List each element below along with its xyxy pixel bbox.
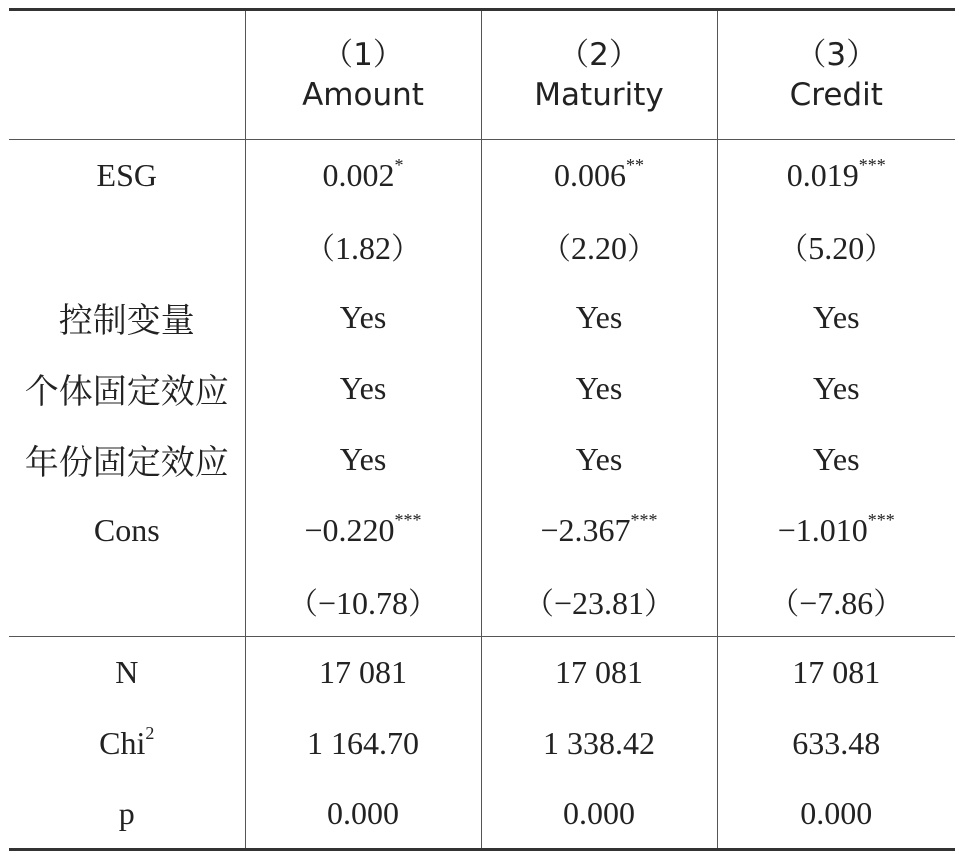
- table-row: [9, 708, 955, 779]
- table-cell: 0.000: [481, 779, 717, 850]
- coef-value: 0.006: [554, 156, 626, 193]
- table-cell: [481, 495, 717, 566]
- t-stat: 1.82: [335, 230, 391, 266]
- table-row: [9, 211, 955, 282]
- table-row: [9, 353, 955, 424]
- paren-open: （: [541, 232, 571, 267]
- t-stat: −10.78: [317, 584, 409, 621]
- row-label: 年份固定效应: [24, 442, 229, 483]
- table-cell: [481, 566, 717, 637]
- table-cell: Yes: [717, 353, 955, 424]
- header-row: [9, 10, 955, 140]
- paren-close: ）: [627, 232, 657, 267]
- statistics-section: [9, 637, 955, 850]
- coefficients-section: [9, 140, 955, 637]
- table-cell: 17 081: [717, 637, 955, 708]
- table-cell: Yes: [245, 424, 481, 495]
- paren-close: ）: [644, 586, 675, 622]
- paren-open: （: [778, 232, 809, 267]
- coef-value: 0.019: [786, 156, 859, 193]
- row-label: [9, 211, 245, 282]
- col-name: Amount: [302, 77, 424, 113]
- significance-stars: ***: [394, 509, 422, 530]
- row-label-superscript: 2: [145, 722, 155, 743]
- coef-value: −1.010: [777, 511, 868, 548]
- table-cell: [717, 211, 955, 282]
- t-stat: 2.20: [571, 230, 627, 266]
- significance-stars: ***: [630, 509, 658, 530]
- table-row: [9, 566, 955, 637]
- table-cell: 0.000: [717, 779, 955, 850]
- col-number: （3）: [795, 37, 878, 73]
- table-cell: 1 164.70: [245, 708, 481, 779]
- table-cell: Yes: [717, 282, 955, 353]
- table-row: [9, 779, 955, 850]
- table-cell: 1 338.42: [481, 708, 717, 779]
- coef-value: −2.367: [540, 511, 631, 548]
- row-label: ESG: [96, 156, 157, 193]
- paren-open: （: [523, 586, 554, 622]
- significance-stars: ***: [858, 154, 886, 175]
- table-row: [9, 140, 955, 211]
- row-label-text: Chi: [99, 724, 146, 761]
- table-cell: Yes: [245, 282, 481, 353]
- coef-value: 0.002: [322, 156, 395, 193]
- paren-open: （: [287, 586, 318, 622]
- table-row: [9, 282, 955, 353]
- table-cell: Yes: [481, 353, 717, 424]
- table-cell: [717, 495, 955, 566]
- header-corner: [9, 10, 245, 140]
- table-cell: [245, 211, 481, 282]
- col-name: Credit: [789, 77, 883, 113]
- table-cell: Yes: [717, 424, 955, 495]
- col-number: （1）: [322, 37, 404, 73]
- table-row: [9, 637, 955, 708]
- header-col-amount: [245, 10, 481, 140]
- table-cell: [717, 140, 955, 211]
- row-label: p: [9, 779, 245, 850]
- regression-table: [9, 8, 955, 851]
- table-row: [9, 495, 955, 566]
- table-cell: [245, 566, 481, 637]
- table-cell: 17 081: [481, 637, 717, 708]
- header-col-credit: [717, 10, 955, 140]
- header-col-maturity: [481, 10, 717, 140]
- row-label: N: [9, 637, 245, 708]
- paren-open: （: [769, 586, 800, 622]
- col-name: Maturity: [534, 77, 664, 113]
- paren-close: ）: [391, 232, 421, 267]
- row-label: [9, 566, 245, 637]
- row-label: 控制变量: [58, 300, 195, 341]
- coef-value: −0.220: [304, 511, 395, 548]
- table-cell: [481, 211, 717, 282]
- row-label: Cons: [93, 511, 160, 548]
- table-cell: 0.000: [245, 779, 481, 850]
- paren-close: ）: [873, 586, 904, 622]
- table-cell: [481, 140, 717, 211]
- col-number: （2）: [558, 37, 640, 73]
- t-stat: −23.81: [553, 584, 645, 621]
- row-label: [9, 708, 245, 779]
- significance-stars: *: [394, 154, 404, 175]
- paren-close: ）: [864, 232, 895, 267]
- table-cell: [245, 495, 481, 566]
- significance-stars: **: [626, 154, 644, 175]
- table-cell: [717, 566, 955, 637]
- significance-stars: ***: [867, 509, 895, 530]
- row-label: 个体固定效应: [24, 371, 229, 412]
- paren-close: ）: [408, 586, 439, 622]
- paren-open: （: [305, 232, 335, 267]
- table-cell: Yes: [481, 282, 717, 353]
- table-cell: [245, 140, 481, 211]
- table-cell: Yes: [481, 424, 717, 495]
- table-cell: 633.48: [717, 708, 955, 779]
- t-stat: −7.86: [799, 584, 874, 621]
- table-cell: 17 081: [245, 637, 481, 708]
- t-stat: 5.20: [808, 230, 865, 266]
- table-cell: Yes: [245, 353, 481, 424]
- table-row: [9, 424, 955, 495]
